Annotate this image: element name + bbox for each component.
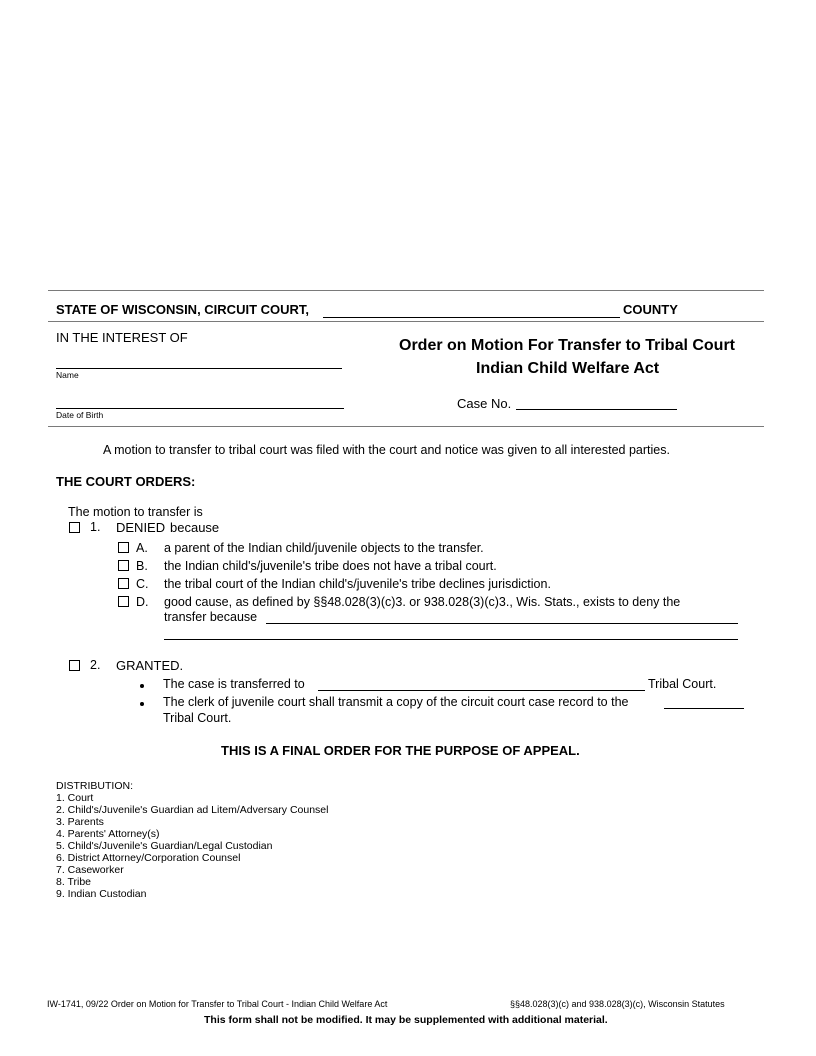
- bullet-dot: [140, 702, 144, 706]
- form-subtitle: Indian Child Welfare Act: [476, 360, 660, 377]
- county-field[interactable]: [323, 317, 620, 318]
- case-no-label: Case No.: [457, 396, 512, 411]
- name-field[interactable]: [56, 368, 342, 369]
- reason-b-text: the Indian child's/juvenile's tribe does not have a tribal court.: [164, 559, 497, 573]
- in-interest-of-label: IN THE INTEREST OF: [56, 330, 188, 345]
- distribution-item: 2. Child's/Juvenile's Guardian ad Litem/Adversary Counsel: [56, 804, 329, 816]
- state-court-label: STATE OF WISCONSIN, CIRCUIT COURT,: [56, 302, 310, 317]
- reason-c-checkbox[interactable]: [118, 578, 129, 589]
- reason-a-text: a parent of the Indian child/juvenile objects to the transfer.: [164, 541, 484, 555]
- transfer-because-field[interactable]: [266, 623, 738, 624]
- option2-number: 2.: [90, 658, 101, 672]
- dob-field[interactable]: [56, 408, 344, 409]
- distribution-item: 5. Child's/Juvenile's Guardian/Legal Custodian: [56, 840, 273, 852]
- reason-d-text-cont: transfer because: [164, 610, 258, 624]
- intro-text: A motion to transfer to tribal court was filed with the court and notice was given to all interested parties.: [103, 443, 670, 457]
- distribution-item: 4. Parents' Attorney(s): [56, 828, 160, 840]
- motion-is-text: The motion to transfer is: [68, 505, 203, 519]
- reason-d-checkbox[interactable]: [118, 596, 129, 607]
- reason-a-checkbox[interactable]: [118, 542, 129, 553]
- reason-c-letter: C.: [136, 577, 149, 591]
- form-title: Order on Motion For Transfer to Tribal Court: [399, 337, 736, 354]
- reason-a-letter: A.: [136, 541, 148, 555]
- court-orders-heading: THE COURT ORDERS:: [56, 474, 196, 489]
- footer-notice: This form shall not be modified. It may be supplemented with additional material.: [204, 1014, 608, 1026]
- reason-b-letter: B.: [136, 559, 148, 573]
- transfer-because-field-line2[interactable]: [164, 639, 738, 640]
- reason-d-text: good cause, as defined by §§48.028(3)(c)3. or 938.028(3)(c)3., Wis. Stats., exists to deny the: [164, 595, 681, 609]
- case-no-field[interactable]: [516, 409, 677, 410]
- tribal-court-name-field[interactable]: [318, 690, 645, 691]
- top-rule: [48, 290, 764, 291]
- option1-number: 1.: [90, 520, 101, 534]
- transferred-to-end: Tribal Court.: [648, 677, 717, 691]
- granted-checkbox[interactable]: [69, 660, 80, 671]
- name-label: Name: [56, 370, 79, 380]
- caption-bottom-rule: [48, 426, 764, 427]
- distribution-item: 3. Parents: [56, 816, 104, 828]
- distribution-item: 8. Tribe: [56, 876, 92, 888]
- county-label: COUNTY: [623, 302, 678, 317]
- final-order-notice: THIS IS A FINAL ORDER FOR THE PURPOSE OF APPEAL.: [221, 743, 580, 758]
- clerk-transmit-end: Tribal Court.: [163, 711, 232, 725]
- denied-checkbox[interactable]: [69, 522, 80, 533]
- reason-c-text: the tribal court of the Indian child's/juvenile's tribe declines jurisdiction.: [164, 577, 551, 591]
- distribution-item: 7. Caseworker: [56, 864, 124, 876]
- granted-label: GRANTED.: [116, 658, 184, 673]
- footer-form-id: IW-1741, 09/22 Order on Motion for Transfer to Tribal Court - Indian Child Welfare Act: [47, 999, 388, 1009]
- caption-rule: [48, 321, 764, 322]
- transmit-tribe-field[interactable]: [664, 708, 744, 709]
- distribution-item: 9. Indian Custodian: [56, 888, 147, 900]
- reason-b-checkbox[interactable]: [118, 560, 129, 571]
- distribution-item: 6. District Attorney/Corporation Counsel: [56, 852, 241, 864]
- dob-label: Date of Birth: [56, 410, 104, 420]
- denied-label: DENIED: [116, 520, 166, 535]
- clerk-transmit-text: The clerk of juvenile court shall transmit a copy of the circuit court case record to the: [163, 695, 629, 709]
- denied-because: because: [170, 520, 220, 535]
- distribution-title: DISTRIBUTION:: [56, 780, 134, 792]
- reason-d-letter: D.: [136, 595, 149, 609]
- bullet-dot: [140, 684, 144, 688]
- transferred-to-text: The case is transferred to: [163, 677, 305, 691]
- distribution-item: 1. Court: [56, 792, 94, 804]
- footer-statutes: §§48.028(3)(c) and 938.028(3)(c), Wisconsin Statutes: [510, 999, 725, 1009]
